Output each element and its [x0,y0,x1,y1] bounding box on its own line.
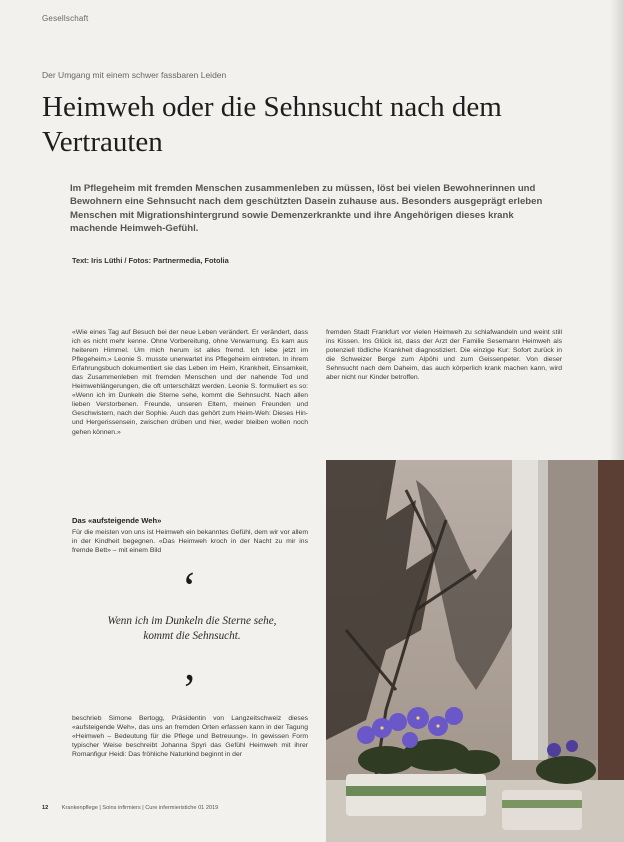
body-text-right: fremden Stadt Frankfurt vor vielen Heimweh zu schlafwandeln und weint still ins Kissen. Ins Glück ist, dass der Arzt der Familie Sesemann Heimweh als potenziell tödliche Krankheit diagnostiziert. Die einzige Kur: Sofort zurück in die Schweizer Berge zum Alpöhi und zum Geissenpeter. Von dieser Sehnsucht nach dem Daheim, das auch körperlich krank machen kann, wird aber nicht nur Kinder betroffen. [326,329,562,382]
page-number: 12 [42,805,49,811]
subheading: Das «aufsteigende Weh» [72,516,162,525]
quote-open-icon: ‘ [182,563,197,612]
footer-publication: Krankenpflege | Soins infirmiers | Cure infermieristiche 01 2019 [61,805,219,811]
pull-quote: Wenn ich im Dunkeln die Sterne sehe, kommt die Sehnsucht. [107,615,277,642]
lead-paragraph: Im Pflegeheim mit fremden Menschen zusammenleben zu müssen, löst bei vielen Bewohnerinnen und Bewohnern eine Sehnsucht nach dem geschützten Dasein zuhause aus. Besonders ausgeprägt erleben Menschen mit Migrationshintergrund sowie Demenzerkrankte und ihre Angehörigen dieses krank machende Heimweh-Gefühl. [70,183,543,235]
body-text-left-2: Für die meisten von uns ist Heimweh ein bekanntes Gefühl, dem wir vor allem in der Kindheit begegnen. «Das Heimweh kroch in der Nacht zu mir ins fremde Bett» – mit einem Bild [72,529,308,555]
page-footer [42,805,218,811]
photo-window-violets [326,460,624,842]
body-text-left-1: «Wie eines Tag auf Besuch bei der neue Leben verändert. Er verändert, dass ich es nicht mehr kenne. Ohne Vorbereitung, ohne Verwarnung. Es kam aus heiterem Himmel. Um mich herum ist alles fremd. Ich lebe jetzt im Pflegeheim.» Leonie S. musste unerwartet ins Pflegeheim eintreten. In ihrem Erfahrungsbuch dokumentiert sie das Leben im Heim, Krankheit, Einsamkeit, das Zusammenleben mit fremden Menschen und der nahende Tod und Heimwehlängerungen, die oft unterschätzt werden. Leonie S. formuliert es so: «Wenn ich im Dunkeln die Sterne sehe, kommt die Sehnsucht. Nach allen lieben Verstorbenen. Freunde, unseren Eltern, meinen Freunden und Geschwistern, nach der Sophie. Auch das gehört zum Heim-Weh: Dieses Hin- und Hergerissensein, zwischen drüben und hier, weder bleiben wollen noch gehen können.» [72,329,308,436]
quote-close-icon: ’ [182,665,197,714]
body-text-left-3: beschrieb Simone Bertogg, Präsidentin von Langzeitschweiz dieses «aufsteigende Weh», das uns an fremden Orten erfassen kann in der Tagung «Heimweh – Bedeutung für die Pflege und Betreuung». In gewissen Form typischer Weise beschreibt Johanna Spyri das Gefühl Heimweh mit ihrer Romanfigur Heidi: Das fröhliche Naturkind beginnt in der [72,715,308,759]
kicker: Der Umgang mit einem schwer fassbaren Leiden [42,70,227,80]
author-credit: Text: Iris Lüthi / Fotos: Partnermedia, Fotolia [72,256,229,265]
section-label: Gesellschaft [42,14,89,23]
headline: Heimweh oder die Sehnsucht nach dem Vertrauten [42,91,502,158]
